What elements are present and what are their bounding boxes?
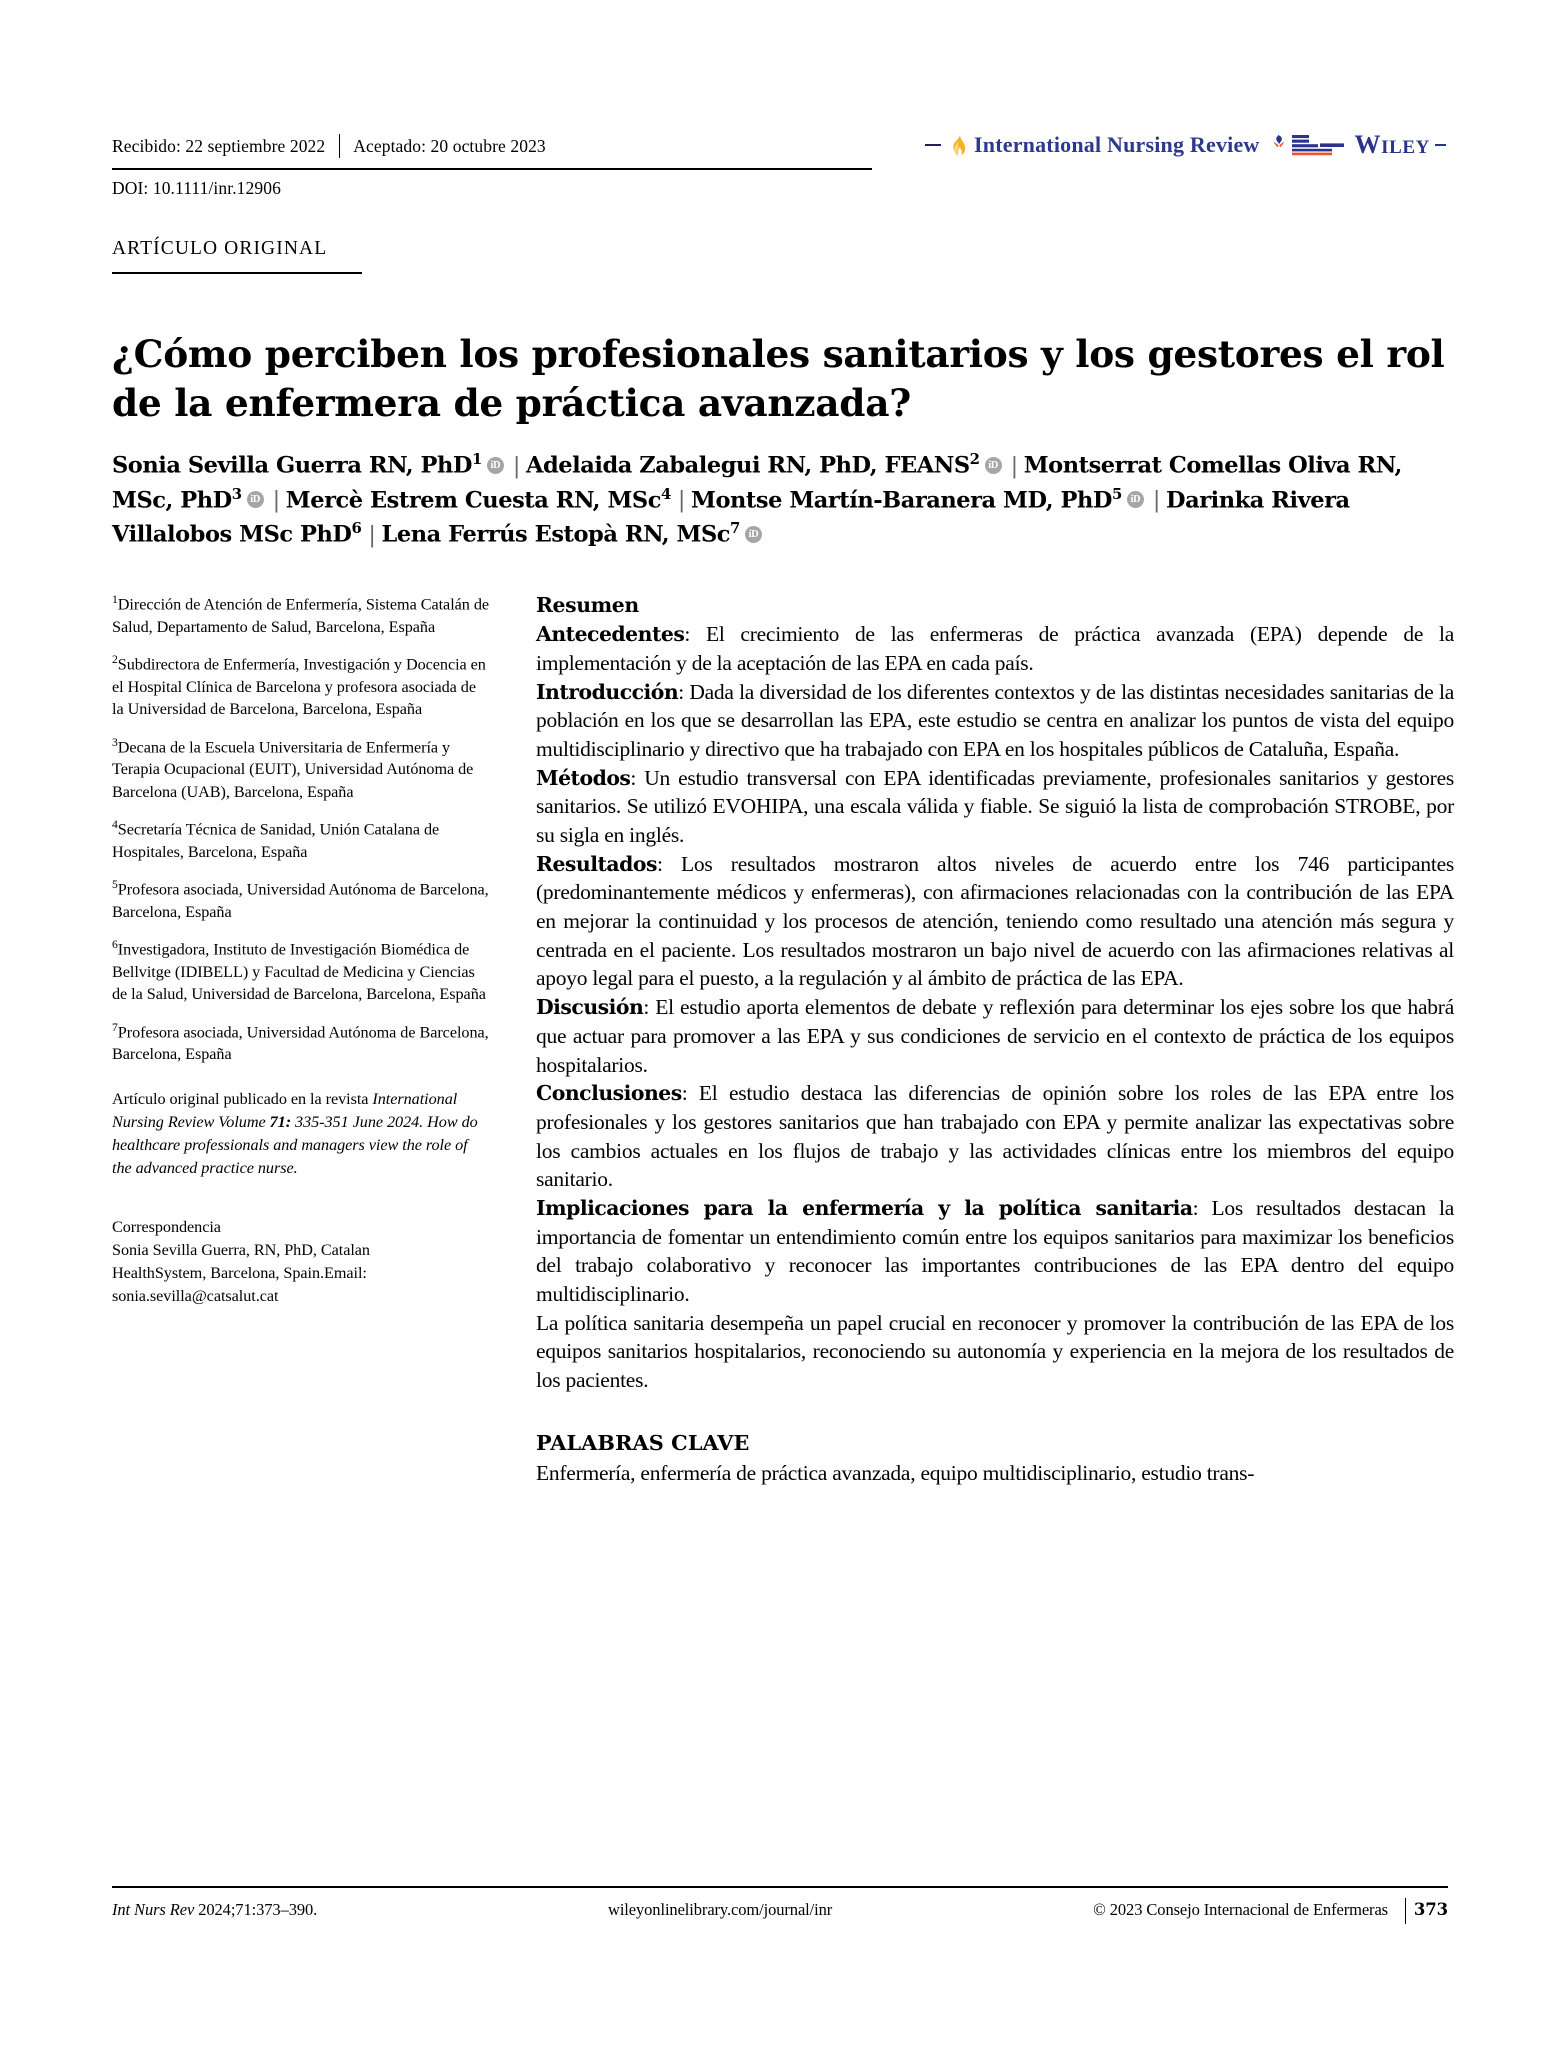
abstract-section: [536, 764, 1454, 850]
abstract-body: [536, 620, 1454, 1395]
pubnote-volume: 71:: [269, 1112, 292, 1131]
abstract-section-text: : El crecimiento de las enfermeras de práctica avanzada (EPA) depende de la implementación y de la aceptación de las EPA en cada país.: [536, 622, 1454, 675]
publication-note: [112, 1088, 490, 1180]
affiliation-item: [112, 817, 490, 863]
affiliations-block: [112, 592, 490, 1066]
article-type-rule: [112, 272, 362, 274]
affiliations-column: [112, 592, 490, 1308]
brand-left-dash: [925, 144, 941, 146]
page-number: 373: [1413, 1900, 1448, 1919]
footer-url[interactable]: wileyonlinelibrary.com/journal/inr: [608, 1900, 833, 1919]
author-name: Montserrat Comellas Oliva RN, MSc, PhD: [112, 452, 1402, 514]
abstract-section-label: Antecedentes: [536, 622, 685, 647]
abstract-section-label: Conclusiones: [536, 1081, 682, 1106]
footer-copyright: © 2023 Consejo Internacional de Enfermeras: [1093, 1900, 1388, 1919]
affiliation-marker: 2: [112, 653, 118, 667]
footer-citation-rest: 2024;71:373–390.: [194, 1900, 318, 1919]
keywords-list: Enfermería, enfermería de práctica avanzada, equipo multidisciplinario, estudio trans-: [536, 1460, 1255, 1485]
affiliation-marker: 1: [112, 593, 118, 606]
abstract-section: [536, 1079, 1454, 1194]
page-header: [112, 128, 1446, 158]
correspondence-heading: Correspondencia: [112, 1217, 221, 1236]
affiliation-text: Decana de la Escuela Universitaria de Enfermería y Terapia Ocupacional (EUIT), Universidad Autónoma de Barcelona (UAB), Barcelona, España: [112, 737, 474, 801]
pubnote-lead: Artículo original publicado en la revista: [112, 1089, 373, 1108]
author-separator: |: [677, 487, 685, 514]
affiliation-item: [112, 877, 490, 923]
accepted-date: Aceptado: 20 octubre 2023: [353, 135, 546, 156]
affiliation-marker: 6: [112, 938, 118, 952]
article-type-label: ARTÍCULO ORIGINAL: [112, 238, 328, 259]
footer-divider: [1405, 1898, 1406, 1924]
abstract-section-text: : Un estudio transversal con EPA identificadas previamente, profesionales sanitarios y gestores sanitarios. Se utilizó EVOHIPA, una escala válida y fiable. Se siguió la lista de comprobación STROBE, por su sigla en inglés.: [536, 765, 1454, 848]
affiliation-marker: 7: [112, 1020, 118, 1034]
author-separator: |: [272, 487, 280, 514]
orcid-icon[interactable]: [247, 491, 264, 508]
author-affiliation-marker: 1: [471, 450, 482, 468]
affiliation-item: [112, 735, 490, 803]
abstract-section-text: : El estudio destaca las diferencias de opinión sobre los roles de las EPA entre los profesionales y los gestores sanitarios que han trabajado con EPA y permite analizar las expectativas sobre los cambios actuales en los flujos de trabajo y las actividades clínicas entre los miembros del equipo sanitario.: [536, 1081, 1454, 1192]
affiliation-text: Dirección de Atención de Enfermería, Sistema Catalán de Salud, Departamento de Salud, Barcelona, España: [112, 595, 489, 636]
footer-citation: [112, 1900, 317, 1920]
affiliation-text: Profesora asociada, Universidad Autónoma de Barcelona, Barcelona, España: [112, 1023, 489, 1064]
received-date: Recibido: 22 septiembre 2022: [112, 135, 326, 156]
abstract-section-text: La política sanitaria desempeña un papel crucial en reconocer y promover la contribución de las EPA de los equipos sanitarios hospitalarios, reconociendo su autonomía y experiencia en la mejora de los resultados de los pacientes.: [536, 1310, 1454, 1393]
affiliation-marker: 5: [112, 878, 118, 892]
author-separator: |: [1152, 487, 1161, 514]
page-title: ¿Cómo perciben los profesionales sanitarios y los gestores el rol de la enfermera de práctica avanzada?: [112, 332, 1445, 425]
author-list: [112, 448, 1457, 552]
orcid-icon[interactable]: [1127, 491, 1144, 508]
author-affiliation-marker: 7: [730, 519, 740, 538]
author-separator: |: [512, 452, 520, 479]
author-affiliation-marker: 4: [660, 484, 671, 503]
author-separator: |: [1010, 452, 1018, 479]
author-separator: |: [368, 521, 376, 548]
date-divider: [339, 134, 340, 158]
footer-journal-abbrev: Int Nurs Rev: [112, 1900, 195, 1919]
author-affiliation-marker: 2: [969, 450, 980, 468]
affiliation-marker: 3: [112, 735, 118, 749]
author-name: Montse Martín-Baranera MD, PhD: [690, 487, 1112, 514]
affiliation-marker: 4: [112, 818, 118, 832]
brand-right-dash: [1435, 144, 1446, 146]
journal-brand: [925, 130, 1446, 160]
author-name: Darinka Rivera Villalobos MSc PhD: [112, 487, 1350, 548]
affiliation-item: [112, 1020, 490, 1066]
doi-text: DOI: 10.1111/inr.12906: [112, 178, 281, 198]
abstract-section: [536, 1309, 1454, 1395]
keywords-heading: PALABRAS CLAVE: [536, 1429, 750, 1455]
abstract-section-text: : Los resultados destacan la importancia de fomentar un entendimiento común entre los equipos sanitarios para maximizar los beneficios del trabajo colaborativo y reconocer las importantes contribuciones de las EPA dentro del equipo multidisciplinario.: [536, 1195, 1454, 1307]
correspondence-block: [112, 1216, 490, 1308]
abstract-heading: Resumen: [536, 593, 639, 617]
author-name: Adelaida Zabalegui RN, PhD, FEANS: [526, 452, 970, 479]
journal-title: International Nursing Review: [974, 132, 1260, 157]
abstract-section: [536, 678, 1454, 764]
author-affiliation-marker: 3: [231, 484, 242, 503]
correspondence-email[interactable]: sonia.sevilla@catsalut.cat: [112, 1286, 279, 1305]
abstract-section: [536, 993, 1454, 1079]
author-name: Lena Ferrús Estopà RN, MSc: [381, 521, 731, 548]
correspondence-line-2: HealthSystem, Barcelona, Spain.Email:: [112, 1263, 367, 1282]
correspondence-line-1: Sonia Sevilla Guerra, RN, PhD, Catalan: [112, 1240, 370, 1259]
publication-dates: [112, 134, 546, 158]
affiliation-text: Profesora asociada, Universidad Autónoma de Barcelona, Barcelona, España: [112, 880, 489, 921]
abstract-section-text: : Dada la diversidad de los diferentes contextos y de las distintas necesidades sanitarias de la población en los que se desarrollan las EPA, este estudio se centra en analizar los puntos de vista del equipo multidisciplinario y directivo que ha trabajado con EPA en los hospitales públicos de Cataluña, España.: [536, 679, 1454, 761]
abstract-section-label: Implicaciones para la enfermería y la política sanitaria: [536, 1195, 1193, 1220]
affiliation-item: [112, 592, 490, 638]
wiley-logo-icon: [1271, 132, 1346, 158]
abstract-section-label: Discusión: [536, 995, 644, 1020]
author-affiliation-marker: 6: [351, 519, 362, 538]
orcid-icon[interactable]: [487, 457, 504, 474]
affiliation-text: Subdirectora de Enfermería, Investigación y Docencia en el Hospital Clínica de Barcelona y profesora asociada de la Universidad de Barcelona, Barcelona, España: [112, 655, 486, 719]
footer-rule: [112, 1886, 1448, 1888]
author-name: Mercè Estrem Cuesta RN, MSc: [285, 487, 661, 514]
abstract-section-text: : Los resultados mostraron altos niveles de acuerdo entre los 746 participantes (predominantemente médicos y enfermeras), con afirmaciones relacionadas con la contribución de las EPA en mejorar la continuidad y los procesos de atención, teniendo como resultado una atención más segura y centrada en el paciente. Los resultados mostraron un bajo nivel de acuerdo con las afirmaciones relativas al apoyo legal para el puesto, a la regulación y al ámbito de práctica de las EPA.: [536, 851, 1454, 991]
affiliation-item: [112, 652, 490, 720]
pubnote-rest: 335-351 June 2024. How do healthcare professionals and managers view the role of the advanced practice nurse.: [112, 1112, 478, 1177]
orcid-icon[interactable]: [745, 526, 762, 543]
affiliation-text: Investigadora, Instituto de Investigación Biomédica de Bellvitge (IDIBELL) y Facultad de Medicina y Ciencias de la Salud, Universidad de Barcelona, Barcelona, España: [112, 940, 486, 1004]
abstract-section: [536, 620, 1454, 677]
abstract-section: [536, 850, 1454, 993]
orcid-icon[interactable]: [985, 457, 1002, 474]
author-affiliation-marker: 5: [1111, 484, 1122, 503]
affiliation-item: [112, 937, 490, 1005]
author-name: Sonia Sevilla Guerra RN, PhD: [112, 452, 472, 479]
abstract-section-text: : El estudio aporta elementos de debate y reflexión para determinar los ejes sobre los que habrá que actuar para promover a las EPA y sus condiciones de servicio en el contexto de práctica de los equipos hospitalarios.: [536, 995, 1454, 1077]
flame-icon: [948, 132, 967, 158]
abstract-section-label: Resultados: [536, 851, 657, 876]
page-footer: [112, 1900, 1448, 1934]
pubnote-journal: International Nursing Review Volume: [112, 1089, 458, 1131]
publisher-name: WILEY: [1354, 130, 1430, 159]
abstract-section-label: Métodos: [536, 765, 631, 790]
affiliation-text: Secretaría Técnica de Sanidad, Unión Catalana de Hospitales, Barcelona, España: [112, 820, 440, 861]
header-rule: [112, 168, 872, 170]
abstract-section-label: Introducción: [536, 679, 679, 704]
abstract-column: [536, 592, 1454, 1487]
abstract-section: [536, 1194, 1454, 1309]
